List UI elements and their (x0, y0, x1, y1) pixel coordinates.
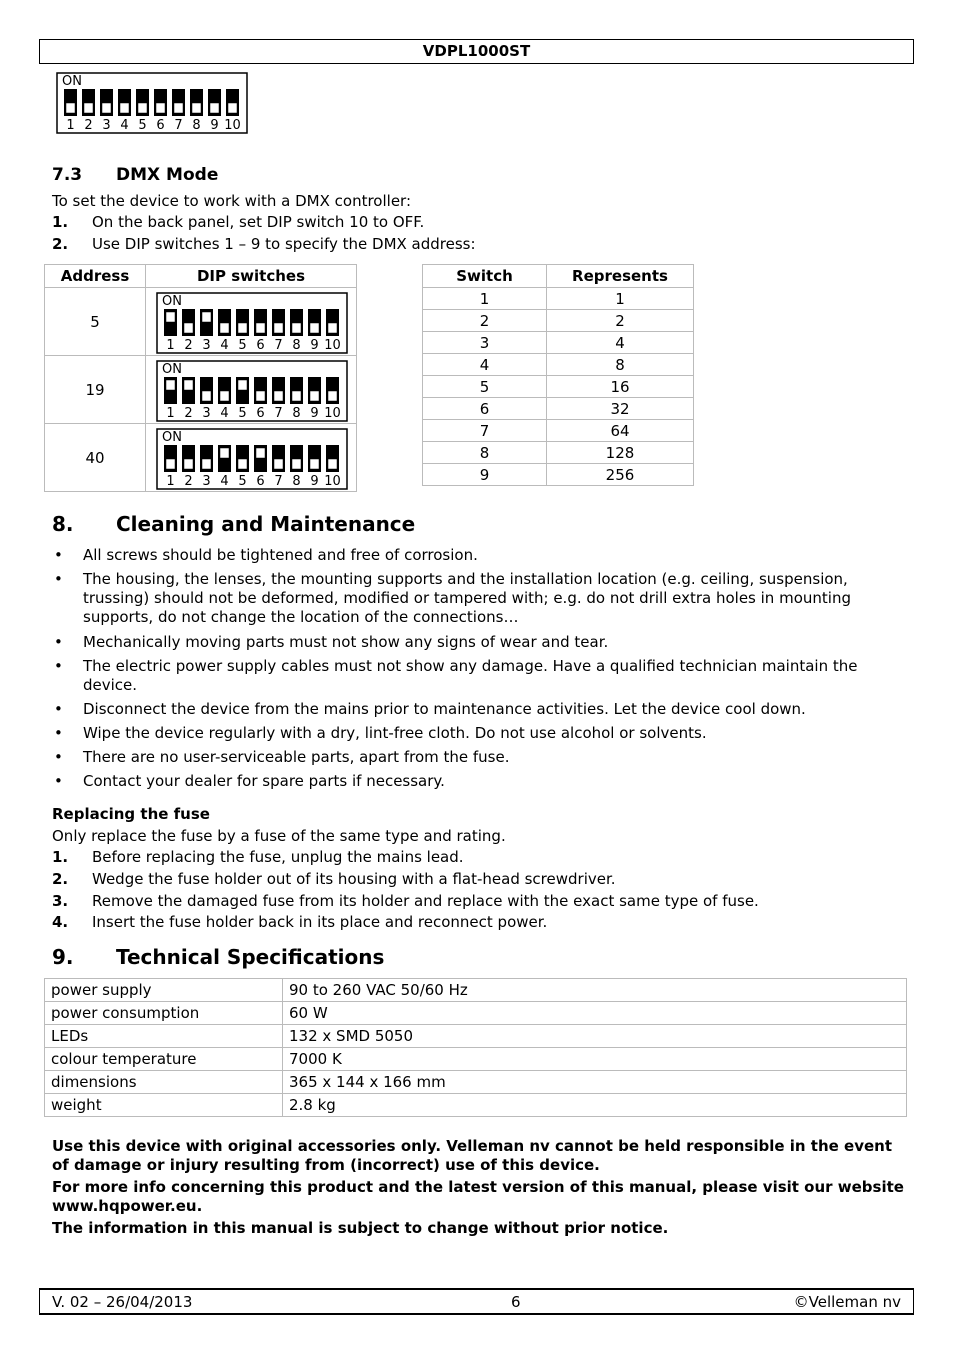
table-row (423, 442, 694, 464)
spec-value-cell: 132 x SMD 5050 (283, 1025, 907, 1048)
step-text: Use DIP switches 1 – 9 to specify the DMX address: (92, 235, 476, 253)
dip-switch-knob-off (102, 103, 111, 113)
spec-value-cell: 2.8 kg (283, 1094, 907, 1117)
dip-switch-number: 5 (238, 473, 247, 489)
address-value: 40 (45, 424, 146, 492)
step-number: 3. (52, 892, 69, 910)
section-7-3-heading (52, 165, 218, 185)
step-number: 2. (52, 235, 69, 253)
spec-value-cell: 60 W (283, 1002, 907, 1025)
switch-number-cell: 5 (423, 376, 547, 398)
section-number: 8. (52, 512, 74, 536)
list-item-text: Disconnect the device from the mains prior to maintenance activities. Let the device cool down. (83, 700, 806, 718)
dip-switch-knob-off (274, 391, 283, 401)
list-item-text: The electric power supply cables must not show any damage. Have a qualified technician maintain the device. (83, 657, 858, 694)
table-row (45, 1025, 907, 1048)
dip-switch-knob-on (220, 448, 229, 458)
section-9-heading (52, 945, 384, 969)
table-row (423, 332, 694, 354)
dip-switch-knob-on (184, 380, 193, 390)
dip-switch-number: 3 (102, 118, 111, 133)
dip-switch-knob-off (174, 103, 183, 113)
table-row (423, 420, 694, 442)
dip-switch-number: 2 (184, 405, 193, 421)
list-item-text: Mechanically moving parts must not show any signs of wear and tear. (83, 633, 609, 651)
dip-switch-all-off-image (56, 72, 248, 134)
switch-number-cell: 8 (423, 442, 547, 464)
switch-number-cell: 2 (423, 310, 547, 332)
dip-switch-knob-off (166, 459, 175, 469)
section-number: 9. (52, 945, 74, 969)
dip-switch-knob-off (84, 103, 93, 113)
dip-switch-knob-off (66, 103, 75, 113)
dip-switch-knob-off (228, 103, 237, 113)
table-row (45, 356, 357, 424)
column-header-represents: Represents (547, 265, 694, 288)
dip-switch-number: 4 (220, 473, 229, 489)
represents-value-cell: 256 (547, 464, 694, 486)
step-text: On the back panel, set DIP switch 10 to OFF. (92, 213, 425, 231)
table-row (45, 1002, 907, 1025)
dip-switch-knob-on (166, 312, 175, 322)
dip-switch-number: 8 (292, 337, 301, 353)
dip-switch-knob-off (202, 391, 211, 401)
list-item-text: Wipe the device regularly with a dry, lint-free cloth. Do not use alcohol or solvents. (83, 724, 707, 742)
fuse-step (52, 913, 547, 931)
dip-switch-image (146, 288, 357, 356)
section-title: DMX Mode (116, 165, 219, 185)
fuse-step (52, 848, 464, 866)
dip-switch-number: 4 (220, 337, 229, 353)
switch-number-cell: 6 (423, 398, 547, 420)
step-number: 2. (52, 870, 69, 888)
dip-switch-number: 3 (202, 405, 211, 421)
spec-value-cell: 365 x 144 x 166 mm (283, 1071, 907, 1094)
represents-value-cell: 1 (547, 288, 694, 310)
switch-number-cell: 1 (423, 288, 547, 310)
dip-switch-knob-off (238, 459, 247, 469)
dip-switch-number: 6 (256, 473, 265, 489)
step-number: 4. (52, 913, 69, 931)
dip-switch-number: 7 (274, 405, 283, 421)
dmx-address-table (44, 264, 357, 492)
table-row (45, 1094, 907, 1117)
dip-switch-image (146, 424, 357, 492)
spec-name-cell: dimensions (45, 1071, 283, 1094)
table-row (423, 288, 694, 310)
table-row (423, 376, 694, 398)
dip-switch-knob-off (156, 103, 165, 113)
dip-switch-number: 7 (174, 118, 183, 133)
header-title: VDPL1000ST (422, 42, 531, 60)
dip-switch-number: 8 (292, 473, 301, 489)
dip-switch-knob-off (202, 459, 211, 469)
switch-number-cell: 9 (423, 464, 547, 486)
list-item-text: Contact your dealer for spare parts if necessary. (83, 772, 445, 790)
represents-value-cell: 64 (547, 420, 694, 442)
column-header-dip-switches: DIP switches (146, 265, 357, 288)
dip-switch-knob-off (328, 323, 337, 333)
dip-switch-knob-off (310, 391, 319, 401)
dip-switch-number: 9 (310, 473, 319, 489)
address-value: 19 (45, 356, 146, 424)
dip-switch-knob-off (220, 391, 229, 401)
dip-switch-knob-off (310, 323, 319, 333)
step-text: Wedge the fuse holder out of its housing with a flat-head screwdriver. (92, 870, 616, 888)
table-row (45, 288, 357, 356)
column-header-address: Address (45, 265, 146, 288)
switch-number-cell: 4 (423, 354, 547, 376)
dip-switch-knob-off (220, 323, 229, 333)
dip-switch-knob-off (120, 103, 129, 113)
dip-switch-number: 1 (166, 473, 175, 489)
page-header (39, 39, 914, 64)
dip-switch-knob-off (184, 323, 193, 333)
dip-switch-image (146, 356, 357, 424)
dip-switch-knob-off (310, 459, 319, 469)
switch-number-cell: 7 (423, 420, 547, 442)
table-row (423, 310, 694, 332)
dip-switch-knob-off (192, 103, 201, 113)
section-number: 7.3 (52, 165, 83, 185)
bullet: • (54, 633, 63, 651)
dip-switch-knob-off (274, 459, 283, 469)
footer-version: V. 02 – 26/04/2013 (52, 1293, 193, 1311)
footer-copyright: ©Velleman nv (793, 1293, 901, 1311)
dip-switch-number: 3 (202, 473, 211, 489)
section-8-heading (52, 512, 415, 536)
dip-switch-knob-off (184, 459, 193, 469)
dip-switch-number: 2 (84, 118, 93, 133)
represents-value-cell: 2 (547, 310, 694, 332)
dip-switch-knob-off (292, 323, 301, 333)
dmx-step (52, 213, 424, 231)
dip-switch-number: 4 (220, 405, 229, 421)
bullet: • (54, 772, 63, 790)
dip-switch-number: 10 (324, 405, 341, 421)
dip-switch-knob-off (238, 323, 247, 333)
spec-value-cell: 90 to 260 VAC 50/60 Hz (283, 979, 907, 1002)
dip-switch-number: 10 (224, 118, 241, 133)
dip-switch-number: 6 (256, 405, 265, 421)
dip-switch-number: 2 (184, 337, 193, 353)
table-row (45, 424, 357, 492)
represents-value-cell: 16 (547, 376, 694, 398)
section-title: Cleaning and Maintenance (116, 512, 416, 536)
dip-switch-number: 3 (202, 337, 211, 353)
dip-switch-number: 5 (238, 337, 247, 353)
dmx-intro: To set the device to work with a DMX controller: (52, 192, 412, 210)
table-row (45, 979, 907, 1002)
dip-switch-knob-off (274, 323, 283, 333)
step-text: Before replacing the fuse, unplug the mains lead. (92, 848, 464, 866)
dip-switch-number: 1 (166, 337, 175, 353)
list-item-text: All screws should be tightened and free of corrosion. (83, 546, 478, 564)
list-item-text: The housing, the lenses, the mounting supports and the installation location (e.g. ceiling, suspension, trussing) should not be deformed, modified or tampered with; e.g. do not drill extra holes in mounting supports, do not change the location of the connections… (83, 570, 851, 626)
dip-on-label: ON (162, 361, 182, 377)
fuse-subheading: Replacing the fuse (52, 805, 210, 823)
dip-switch-knob-on (202, 312, 211, 322)
footer-page-number: 6 (511, 1293, 521, 1311)
address-value: 5 (45, 288, 146, 356)
dip-switch-number: 2 (184, 473, 193, 489)
dip-switch-knob-on (166, 380, 175, 390)
page-footer (39, 1288, 914, 1315)
notice-subject-to-change: The information in this manual is subject to change without prior notice. (52, 1219, 669, 1237)
step-text: Insert the fuse holder back in its place and reconnect power. (92, 913, 548, 931)
spec-name-cell: power consumption (45, 1002, 283, 1025)
table-row (45, 1048, 907, 1071)
fuse-step (52, 892, 759, 910)
switch-number-cell: 3 (423, 332, 547, 354)
represents-value-cell: 8 (547, 354, 694, 376)
dip-switch-knob-off (138, 103, 147, 113)
dip-switch-number: 9 (210, 118, 219, 133)
dip-switch-number: 6 (156, 118, 165, 133)
dip-switch-knob-on (256, 448, 265, 458)
spec-name-cell: LEDs (45, 1025, 283, 1048)
spec-value-cell: 7000 K (283, 1048, 907, 1071)
dip-switch-number: 8 (192, 118, 201, 133)
notice-more-info: For more info concerning this product and the latest version of this manual, please visit our website www.hqpower.eu. (52, 1178, 904, 1215)
bullet: • (54, 570, 63, 588)
dip-switch-number: 1 (66, 118, 75, 133)
step-number: 1. (52, 213, 69, 231)
specifications-table (44, 978, 907, 1117)
dip-switch-number: 9 (310, 337, 319, 353)
bullet: • (54, 700, 63, 718)
dip-switch-number: 6 (256, 337, 265, 353)
represents-value-cell: 128 (547, 442, 694, 464)
dip-switch-number: 10 (324, 337, 341, 353)
notice-accessories: Use this device with original accessories only. Velleman nv cannot be held responsible in the event of damage or injury resulting from (incorrect) use of this device. (52, 1137, 892, 1174)
section-title: Technical Specifications (116, 945, 385, 969)
fuse-intro: Only replace the fuse by a fuse of the same type and rating. (52, 827, 506, 845)
dip-switch-knob-off (210, 103, 219, 113)
dip-switch-number: 4 (120, 118, 129, 133)
dip-switch-knob-off (292, 459, 301, 469)
dmx-step (52, 235, 476, 253)
dip-switch-number: 7 (274, 337, 283, 353)
dip-switch-number: 7 (274, 473, 283, 489)
dip-switch-knob-off (256, 391, 265, 401)
bullet: • (54, 657, 63, 675)
step-text: Remove the damaged fuse from its holder and replace with the exact same type of fuse. (92, 892, 759, 910)
spec-name-cell: weight (45, 1094, 283, 1117)
spec-name-cell: power supply (45, 979, 283, 1002)
bullet: • (54, 546, 63, 564)
switch-value-table (422, 264, 694, 486)
table-row (423, 354, 694, 376)
dip-switch-knob-off (256, 323, 265, 333)
represents-value-cell: 32 (547, 398, 694, 420)
dip-switch-number: 9 (310, 405, 319, 421)
spec-name-cell: colour temperature (45, 1048, 283, 1071)
table-row (45, 1071, 907, 1094)
fuse-step (52, 870, 616, 888)
step-number: 1. (52, 848, 69, 866)
bullet: • (54, 724, 63, 742)
dip-switch-number: 1 (166, 405, 175, 421)
dip-switch-knob-on (238, 380, 247, 390)
dip-on-label: ON (62, 74, 82, 89)
list-item-text: There are no user-serviceable parts, apart from the fuse. (83, 748, 510, 766)
table-row (423, 398, 694, 420)
dip-switch-number: 8 (292, 405, 301, 421)
dip-switch-knob-off (328, 391, 337, 401)
dip-switch-knob-off (292, 391, 301, 401)
column-header-switch: Switch (423, 265, 547, 288)
dip-switch-number: 5 (138, 118, 147, 133)
table-row (423, 464, 694, 486)
dip-on-label: ON (162, 293, 182, 309)
represents-value-cell: 4 (547, 332, 694, 354)
dip-switch-knob-off (328, 459, 337, 469)
dip-on-label: ON (162, 429, 182, 445)
dip-switch-number: 10 (324, 473, 341, 489)
bullet: • (54, 748, 63, 766)
dip-switch-number: 5 (238, 405, 247, 421)
